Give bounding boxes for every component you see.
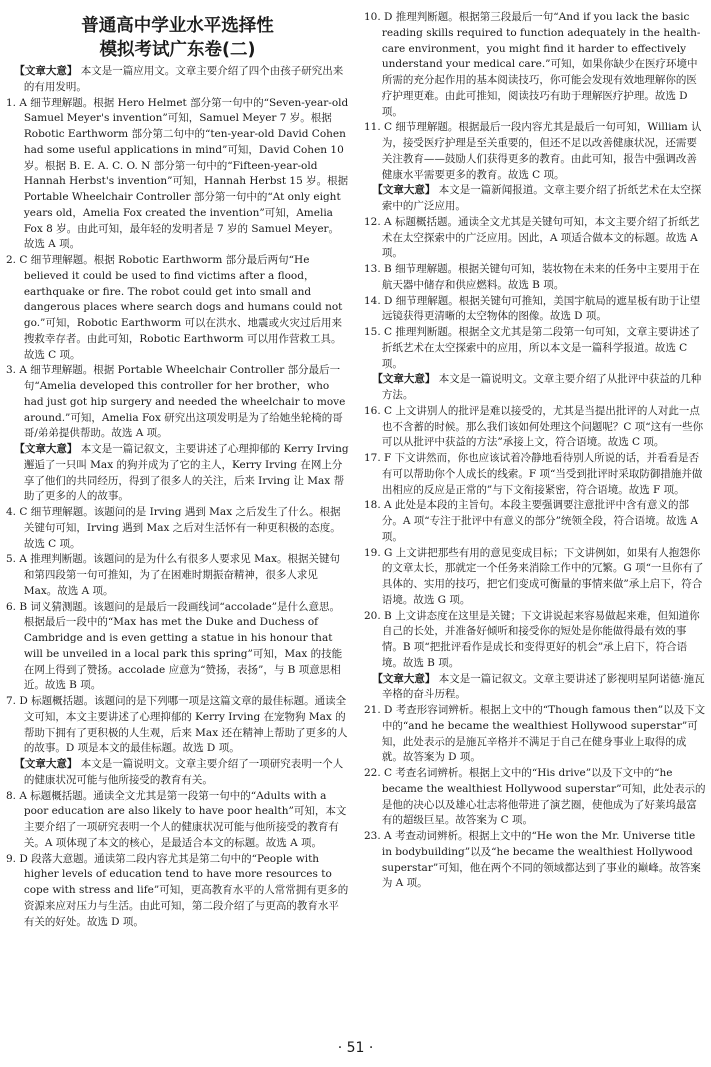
article-summary <box>6 442 349 505</box>
answer-explanation: 17. F 下文讲然而，你也应该试着冷静地看待别人所说的话，并看看是否有可以帮助你个人成长的线索。F 项“当受到批评时采取防御措施并做出相应的反应是正常的”与下文衔接紧密，符合语境。故选 F 项。 <box>364 452 703 496</box>
summary-text: 本文是一篇记叙文，主要讲述了心理抑郁的 Kerry Irving 邂逅了一只叫 Max 的狗并成为了它的主人，Kerry Irving 在网上分享了他们的共同经历，得到了很多人的关注，后来 Irving 让 Max 帮助了更多的人的故事。 <box>23 443 349 503</box>
summary-tag: 【文章大意】 <box>372 373 436 386</box>
summary-tag: 【文章大意】 <box>372 184 436 197</box>
answer-explanation: 18. A 此处是本段的主旨句。本段主要强调要注意批评中含有意义的部分。A 项“专注于批评中有意义的部分”统领全段，符合语境。故选 A 项。 <box>364 499 698 543</box>
answer-explanation: 10. D 推理判断题。根据第三段最后一句“And if you lack the basic reading skills required to function adequately in the health-care environment，you might find it harder to effectively understand your medical care.”可知，如果你缺少在医疗环境中所需的充分起作用的基本阅读技巧，你可能会发现有效地理解你的医疗护理更难。由此可推知，阅读技巧有助于理解医疗护理。故选 D 项。 <box>364 11 701 118</box>
article-summary <box>6 64 349 96</box>
page-title <box>6 14 349 62</box>
answer-explanation: 21. D 考查形容词辨析。根据上文中的“Though famous then”以及下文中的“and he became the wealthiest Hollywood superstar”可知，此处表示的是施瓦辛格并不满足于自己在健身事业上取得的成就。故答案为 D 项。 <box>364 704 706 764</box>
right-column-body <box>364 10 707 892</box>
left-column <box>6 10 349 1040</box>
answer-explanation: 3. A 细节理解题。根据 Portable Wheelchair Controller 部分最后一句“Amelia developed this controller for her brother，who had just got hip surgery and needed the wheelchair to move around.”可知，Amelia Fox 研究出这项发明是为了给她坐轮椅的哥哥/弟弟提供帮助。故选 A 项。 <box>6 364 346 440</box>
answer-explanation: 2. C 细节理解题。根据 Robotic Earthworm 部分最后两句“He believed it could be used to find victims after a flood，earthquake or fire. The robot could get into small and dangerous places where search dogs and humans could not go.”可知，Robotic Earthworm 可以在洪水、地震或火灾过后用来搜救幸存者。由此可知，Robotic Earthworm 可以用作营救工具。故选 C 项。 <box>6 254 343 361</box>
answer-explanation: 16. C 上文讲别人的批评是难以接受的，尤其是当提出批评的人对此一点也不含蓄的时候。那么我们该如何处理这个问题呢？C 项“这有一些你可以从批评中获益的方法”承接上文，符合语境。故选 C 项。 <box>364 404 704 449</box>
answer-explanation: 1. A 细节理解题。根据 Hero Helmet 部分第一句中的“Seven-year-old Samuel Meyer's invention”可知，Samuel Meyer 7 岁。根据 Robotic Earthworm 部分第二句中的“ten-year-old David Cohen had some useful applications in mind”可知，David Cohen 10 岁。根据 B. E. A. C. O. N 部分第一句中的“Fifteen-year-old Hannah Herbst's invention”可知，Hannah Herbst 15 岁。根据 Portable Wheelchair Controller 部分第一句中的“At only eight years old，Amelia Fox created the invention”可知，Amelia Fox 8 岁。由此可知，最年轻的发明者是 7 岁的 Samuel Meyer。故选 A 项。 <box>6 96 349 251</box>
summary-tag: 【文章大意】 <box>372 672 436 685</box>
summary-tag: 【文章大意】 <box>14 65 78 77</box>
answer-explanation: 6. B 词义猜测题。该题问的是最后一段画线词“accolade”是什么意思。根据最后一段中的“Max has met the Duke and Duchess of Cambridge and is even getting a statue in his honour that will be unveiled in a local park this spring”可知，Max 的技能在网上得到了赞扬。accolade 应意为“赞扬，表扬”，与 B 项意思相近。故选 B 项。 <box>6 600 343 692</box>
summary-text: 本文是一篇新闻报道。文章主要介绍了折纸艺术在太空探索中的广泛应用。 <box>381 184 702 212</box>
answer-explanation: 20. B 上文讲态度在这里是关键；下文讲说起来容易做起来难，但知道你自己的长处，并准备好倾听和接受你的短处是你能做得最有效的事情。B 项“把批评看作是成长和变得更好的机会”承上启下，符合语境。故选 B 项。 <box>364 609 700 669</box>
answer-explanation: 9. D 段落大意题。通读第二段内容尤其是第二句中的“People with higher levels of education tend to have more resources to cope with stress and life”可知，更高教育水平的人常常拥有更多的资源来应对压力与生活。由此可知，第二段介绍了与更高的教育水平有关的好处。故选 D 项。 <box>6 852 349 928</box>
right-column <box>364 10 707 1040</box>
answer-explanation: 11. C 细节理解题。根据最后一段内容尤其是最后一句可知，William 认为，接受医疗护理是至关重要的，但还不足以改善健康状况，还需要关注教育——鼓励人们获得更多的教育。由此可知，报告中强调改善健康水平需要更多的教育。故选 C 项。 <box>364 121 702 181</box>
title-line-1: 普通高中学业水平选择性 <box>81 16 274 36</box>
article-summary <box>364 183 707 215</box>
title-line-2: 模拟考试广东卷(二) <box>99 40 256 60</box>
article-summary <box>364 372 707 404</box>
answer-explanation: 4. C 细节理解题。该题问的是 Irving 遇到 Max 之后发生了什么。根据关键句可知，Irving 遇到 Max 之后对生活怀有一种更积极的态度。故选 C 项。 <box>6 506 341 550</box>
answer-explanation: 8. A 标题概括题。通读全文尤其是第一段第一句中的“Adults with a poor education are also likely to have poor health”可知，本文主要介绍了一项研究表明一个人的健康状况可能与他所接受的教育有关。A 项体现了本文的核心，是最适合本文的标题。故选 A 项。 <box>6 789 347 849</box>
summary-tag: 【文章大意】 <box>14 758 78 770</box>
answer-explanation: 13. B 细节理解题。根据关键句可知，装妆物在未来的任务中主要用于在航天器中储存和供应燃料。故选 B 项。 <box>364 263 700 291</box>
answer-explanation: 12. A 标题概括题。通读全文尤其是关键句可知，本文主要介绍了折纸艺术在太空探索中的广泛应用。因此，A 项适合做本文的标题。故选 A 项。 <box>364 215 700 260</box>
answer-explanation: 23. A 考查动词辨析。根据上文中的“He won the Mr. Universe title in bodybuilding”以及“he became the wealthiest Hollywood superstar”可知，他在两个不同的领域都达到了事业的巅峰。故答案为 A 项。 <box>364 830 701 890</box>
summary-text: 本文是一篇应用文。文章主要介绍了四个由孩子研究出来的有用发明。 <box>23 65 344 93</box>
summary-text: 本文是一篇说明文。文章主要介绍了一项研究表明一个人的健康状况可能与他所接受的教育有关。 <box>23 758 344 786</box>
answer-explanation: 5. A 推理判断题。该题问的是为什么有很多人要求见 Max。根据关键句和第四段第一句可推知，为了在困难时期振奋精神，很多人求见 Max。故选 A 项。 <box>6 553 341 597</box>
answer-explanation: 15. C 推理判断题。根据全文尤其是第二段第一句可知，文章主要讲述了折纸艺术在太空探索中的应用，所以本文是一篇科学报道。故选 C 项。 <box>364 326 700 370</box>
answer-explanation: 22. C 考查名词辨析。根据上文中的“His drive”以及下文中的“he became the wealthiest Hollywood superstar”可知，此处表示的是他的决心以及雄心壮志将他带进了演艺圈，使他成为了好莱坞最富有的超级巨星。故答案为 C 项。 <box>364 767 706 827</box>
summary-text: 本文是一篇说明文。文章主要介绍了从批评中获益的几种方法。 <box>381 373 702 401</box>
left-column-body <box>6 64 349 930</box>
summary-tag: 【文章大意】 <box>14 443 78 455</box>
answer-explanation: 19. G 上文讲把那些有用的意见变成目标；下文讲例如，如果有人抱怨你的文章太长，那就定一个任务来消除工作中的冗繁。G 项“一旦你有了具体的、实用的技巧，把它们变成可衡量的事情来做”承上启下，符合语境。故选 G 项。 <box>364 546 704 606</box>
page-number: · 51 · <box>337 1040 374 1056</box>
summary-text: 本文是一篇记叙文。文章主要讲述了影视明星阿诺德·施瓦辛格的奋斗历程。 <box>381 672 705 701</box>
article-summary <box>6 757 349 789</box>
answer-explanation: 14. D 细节理解题。根据关键句可推知，美国宇航局的遮星板有助于让望远镜获得更清晰的太空物体的图像。故选 D 项。 <box>364 294 701 323</box>
article-summary <box>364 672 707 704</box>
answer-explanation: 7. D 标题概括题。该题问的是下列哪一项是这篇文章的最佳标题。通读全文可知，本文主要讲述了心理抑郁的 Kerry Irving 在宠物狗 Max 的帮助下拥有了更积极的人生观，后来 Max 还在精神上帮助了更多的人的故事。D 项是本文的最佳标题。故选 D 项。 <box>6 695 348 755</box>
